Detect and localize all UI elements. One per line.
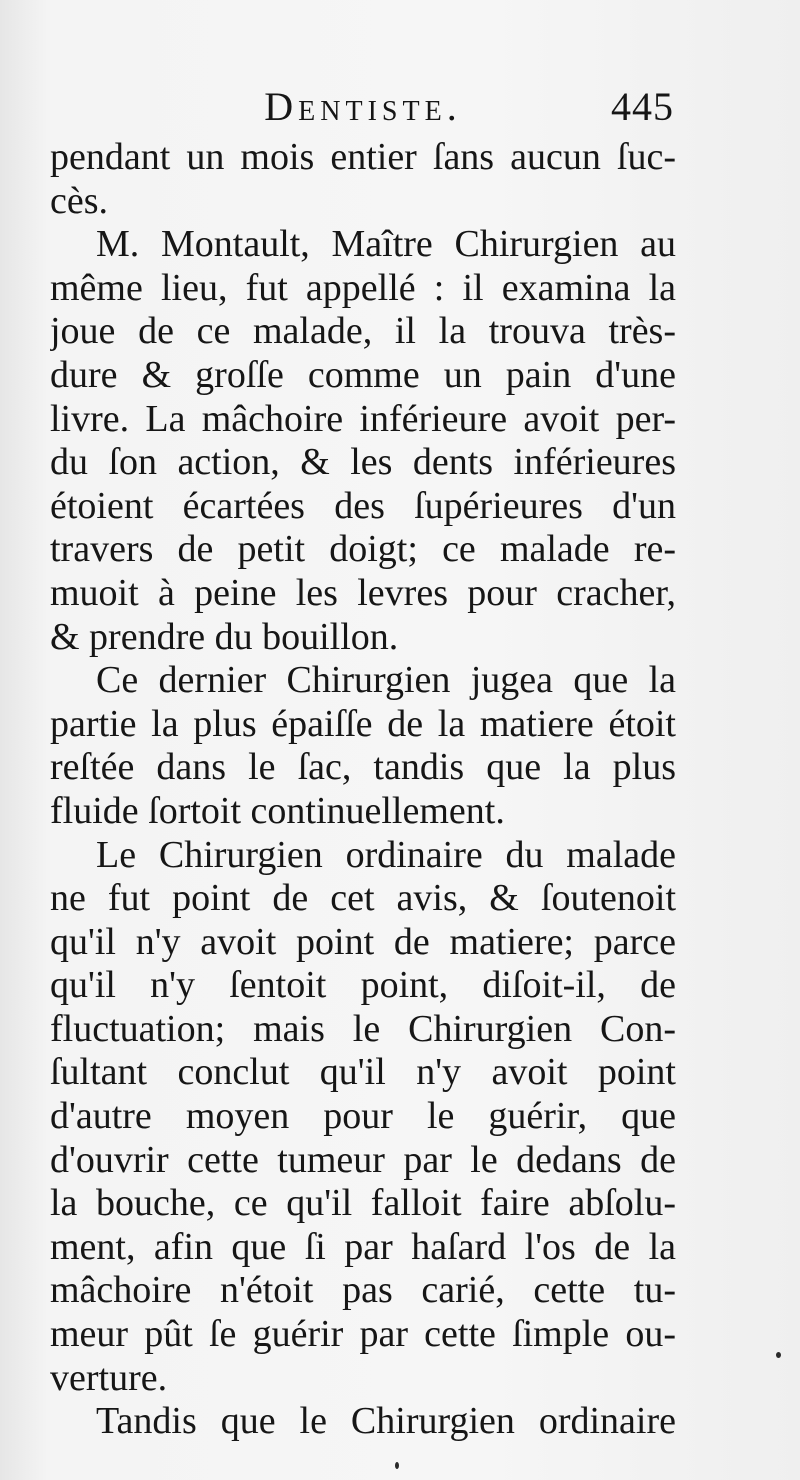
page-header [50,78,676,136]
text-line: ment, afin que ſi par haſard l'os de la [50,1225,676,1268]
text-line: travers de petit doigt; ce malade re- [50,528,676,571]
text-line: Ce dernier Chirurgien jugea que la [96,659,676,702]
text-line: fluide ſortoit continuellement. [50,789,505,832]
page-number: 445 [611,84,674,129]
text-line: d'autre moyen pour le guérir, que [50,1095,676,1138]
text-line: pendant un mois entier ſans aucun ſuc- [50,136,676,178]
text-line: d'ouvrir cette tumeur par le dedans de [50,1138,676,1181]
text-line: la bouche, ce qu'il falloit faire abſolu- [50,1182,676,1225]
ink-speck [776,1352,781,1358]
text-line: étoient écartées des ſupérieures d'un [50,484,676,527]
text-line: partie la plus épaiſſe de la matiere étoit [50,702,676,745]
text-line: verture. [50,1356,168,1399]
text-line: meur pût ſe guérir par cette ſimple ou- [50,1313,676,1356]
text-line: ne fut point de cet avis, & ſoutenoit [50,877,676,920]
text-line: muoit à peine les levres pour cracher, [50,571,676,614]
text-line: fluctuation; mais le Chirurgien Con- [50,1007,676,1050]
text-line: qu'il n'y avoit point de matiere; parce [50,920,676,963]
text-line: ſultant conclut qu'il n'y avoit point [50,1051,676,1094]
running-title: Dentiste. [264,84,462,129]
text-line: Tandis que le Chirurgien ordinaire [96,1400,676,1443]
text-block [50,78,676,1444]
text-line: même lieu, fut appellé : il examina la [50,266,676,309]
text-line: dure & groſſe comme un pain d'une [50,353,676,396]
text-line: qu'il n'y ſentoit point, diſoit-il, de [50,964,676,1007]
text-line: reſtée dans le ſac, tandis que la plus [50,746,676,789]
text-line: Le Chirurgien ordinaire du malade [96,833,676,876]
text-line: mâchoire n'étoit pas carié, cette tu- [50,1269,676,1312]
body-text [50,136,676,1444]
text-line: du ſon action, & les dents inférieures [50,441,676,484]
ink-speck [395,1462,399,1469]
text-line: livre. La mâchoire inférieure avoit per- [50,397,676,440]
text-line: joue de ce malade, il la trouva très- [50,310,676,353]
text-line: cès. [50,179,109,222]
text-line: M. Montault, Maître Chirurgien au [96,223,676,266]
text-line: & prendre du bouillon. [50,615,399,658]
